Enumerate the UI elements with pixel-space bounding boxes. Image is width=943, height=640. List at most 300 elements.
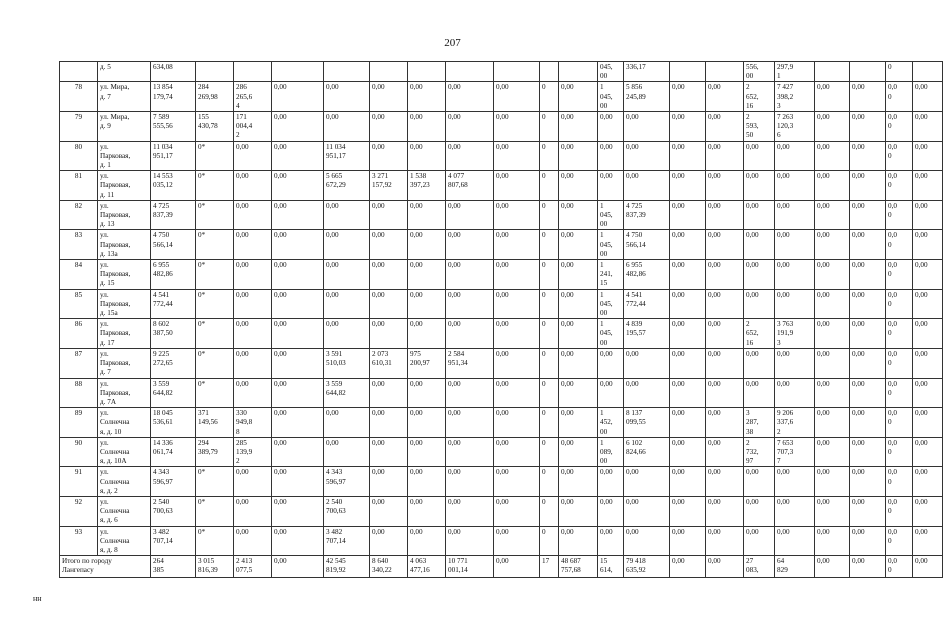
value-cell: 0,00: [775, 141, 815, 171]
total-label: Итого по городу Лангепасу: [60, 556, 151, 578]
value-cell: 0,00: [815, 348, 850, 378]
value-cell: 0,00: [913, 289, 943, 319]
value-cell: 0,00: [446, 141, 494, 171]
value-cell: 171 004,4 2: [234, 112, 272, 142]
value-cell: 0,00: [370, 200, 408, 230]
value-cell: 0,00: [494, 230, 540, 260]
address-cell: ул. Парковая, д. 11: [98, 171, 151, 201]
row-number-cell: 78: [60, 82, 98, 112]
value-cell: 297,9 1: [775, 62, 815, 82]
value-cell: 0,00: [234, 171, 272, 201]
value-cell: 0,00: [598, 496, 624, 526]
value-cell: 0,00: [408, 260, 446, 290]
value-cell: 0,00: [494, 141, 540, 171]
value-cell: 0,00: [324, 319, 370, 349]
value-cell: 0,00: [624, 348, 670, 378]
value-cell: 0,00: [370, 319, 408, 349]
value-cell: 0,00: [370, 408, 408, 438]
value-cell: 0,00: [744, 171, 775, 201]
value-cell: 0,00: [775, 260, 815, 290]
value-cell: 0,00: [494, 171, 540, 201]
capital-repair-table: [59, 61, 943, 578]
value-cell: 0,0 0: [886, 496, 913, 526]
value-cell: 0,00: [272, 230, 324, 260]
value-cell: 0,00: [408, 112, 446, 142]
value-cell: 0,00: [706, 171, 744, 201]
value-cell: 0,00: [913, 141, 943, 171]
address-cell: ул. Парковая, д. 13: [98, 200, 151, 230]
value-cell: 0: [540, 526, 559, 556]
table-row: [60, 62, 943, 82]
address-cell: ул. Солнечна я, д. 6: [98, 496, 151, 526]
value-cell: 0,00: [744, 467, 775, 497]
row-number-cell: 91: [60, 467, 98, 497]
value-cell: 0,00: [850, 141, 886, 171]
value-cell: 0: [540, 408, 559, 438]
value-cell: 336,17: [624, 62, 670, 82]
value-cell: 0,00: [706, 408, 744, 438]
value-cell: 0,00: [234, 348, 272, 378]
value-cell: 11 034 951,17: [151, 141, 196, 171]
row-number-cell: 79: [60, 112, 98, 142]
value-cell: 0,00: [234, 260, 272, 290]
value-cell: [370, 62, 408, 82]
value-cell: 0,00: [850, 408, 886, 438]
value-cell: 0,00: [850, 319, 886, 349]
value-cell: 6 955 482,86: [151, 260, 196, 290]
value-cell: 3 559 644,82: [151, 378, 196, 408]
value-cell: 0,00: [815, 437, 850, 467]
row-number-cell: 87: [60, 348, 98, 378]
value-cell: 0,00: [744, 496, 775, 526]
value-cell: 0: [886, 62, 913, 82]
value-cell: 0,00: [913, 467, 943, 497]
address-cell: ул. Парковая, д. 13а: [98, 230, 151, 260]
value-cell: 0*: [196, 230, 234, 260]
value-cell: 0,00: [670, 230, 706, 260]
value-cell: 0,00: [494, 378, 540, 408]
value-cell: 0: [540, 260, 559, 290]
value-cell: 0,00: [559, 260, 598, 290]
value-cell: 0*: [196, 496, 234, 526]
value-cell: 0,00: [706, 82, 744, 112]
value-cell: 0,00: [370, 230, 408, 260]
value-cell: 0,00: [272, 467, 324, 497]
value-cell: 0,00: [559, 467, 598, 497]
total-value-cell: 0,0 0: [886, 556, 913, 578]
value-cell: 0,00: [670, 467, 706, 497]
total-value-cell: 8 640 340,22: [370, 556, 408, 578]
value-cell: 0,00: [446, 526, 494, 556]
value-cell: 0,00: [559, 171, 598, 201]
table-row: [60, 496, 943, 526]
value-cell: 0*: [196, 141, 234, 171]
value-cell: 0,00: [670, 141, 706, 171]
value-cell: 0,00: [670, 348, 706, 378]
value-cell: 3 763 191,9 3: [775, 319, 815, 349]
value-cell: 0,00: [624, 526, 670, 556]
value-cell: 0,0 0: [886, 200, 913, 230]
value-cell: 0,00: [670, 200, 706, 230]
value-cell: 0,00: [370, 437, 408, 467]
value-cell: 0,00: [815, 112, 850, 142]
value-cell: 3 591 510,03: [324, 348, 370, 378]
value-cell: 0,00: [670, 526, 706, 556]
value-cell: 0,00: [850, 526, 886, 556]
value-cell: 0,00: [408, 82, 446, 112]
value-cell: 0,00: [744, 230, 775, 260]
address-cell: ул. Парковая, д. 1: [98, 141, 151, 171]
total-value-cell: 0,00: [850, 556, 886, 578]
value-cell: 0,00: [559, 200, 598, 230]
value-cell: 0,00: [850, 200, 886, 230]
table-row: [60, 200, 943, 230]
value-cell: 0,00: [670, 171, 706, 201]
value-cell: 0,00: [324, 112, 370, 142]
value-cell: 0,00: [815, 496, 850, 526]
value-cell: 371 149,56: [196, 408, 234, 438]
value-cell: 0,00: [706, 467, 744, 497]
value-cell: 0,00: [913, 408, 943, 438]
value-cell: 0,00: [706, 230, 744, 260]
value-cell: 0,00: [815, 141, 850, 171]
value-cell: 0,00: [494, 496, 540, 526]
value-cell: 0*: [196, 319, 234, 349]
total-value-cell: 4 063 477,16: [408, 556, 446, 578]
value-cell: 1 045, 00: [598, 230, 624, 260]
value-cell: 330 949,8 8: [234, 408, 272, 438]
value-cell: 2 652, 16: [744, 319, 775, 349]
value-cell: 0,00: [370, 496, 408, 526]
value-cell: 0,0 0: [886, 526, 913, 556]
value-cell: 18 045 536,61: [151, 408, 196, 438]
value-cell: 0,00: [234, 378, 272, 408]
value-cell: [850, 62, 886, 82]
value-cell: 0,00: [370, 141, 408, 171]
row-number-cell: 93: [60, 526, 98, 556]
value-cell: [706, 62, 744, 82]
value-cell: 0: [540, 467, 559, 497]
value-cell: 155 430,78: [196, 112, 234, 142]
value-cell: 6 102 824,66: [624, 437, 670, 467]
value-cell: 1 045, 00: [598, 319, 624, 349]
total-value-cell: 79 418 635,92: [624, 556, 670, 578]
value-cell: 634,08: [151, 62, 196, 82]
value-cell: 0: [540, 141, 559, 171]
value-cell: 9 225 272,65: [151, 348, 196, 378]
value-cell: 0,00: [706, 112, 744, 142]
value-cell: [815, 62, 850, 82]
table-row: [60, 319, 943, 349]
value-cell: 0,00: [408, 289, 446, 319]
value-cell: 0,00: [494, 348, 540, 378]
value-cell: 0,00: [408, 408, 446, 438]
value-cell: 0,00: [744, 200, 775, 230]
value-cell: 284 269,98: [196, 82, 234, 112]
total-value-cell: 0,00: [494, 556, 540, 578]
value-cell: 2 732, 97: [744, 437, 775, 467]
value-cell: 0,0 0: [886, 378, 913, 408]
value-cell: [272, 62, 324, 82]
value-cell: 0,00: [446, 378, 494, 408]
value-cell: 0,0 0: [886, 319, 913, 349]
value-cell: 0,00: [913, 171, 943, 201]
value-cell: 0,00: [850, 496, 886, 526]
value-cell: 0,0 0: [886, 348, 913, 378]
value-cell: 0,00: [272, 378, 324, 408]
value-cell: 0,00: [815, 82, 850, 112]
value-cell: 0,00: [598, 141, 624, 171]
value-cell: 7 653 707,3 7: [775, 437, 815, 467]
value-cell: 0,00: [670, 496, 706, 526]
table-row: [60, 348, 943, 378]
value-cell: 0,00: [913, 260, 943, 290]
total-value-cell: 0,00: [706, 556, 744, 578]
value-cell: 2 652, 16: [744, 82, 775, 112]
value-cell: 3 271 157,92: [370, 171, 408, 201]
value-cell: 0,00: [775, 200, 815, 230]
value-cell: 0: [540, 82, 559, 112]
row-number-cell: 84: [60, 260, 98, 290]
value-cell: 0,00: [272, 526, 324, 556]
value-cell: 0,00: [408, 496, 446, 526]
table-row: [60, 526, 943, 556]
address-cell: ул. Солнечна я, д. 8: [98, 526, 151, 556]
value-cell: 0,00: [598, 171, 624, 201]
table-row: [60, 378, 943, 408]
value-cell: 7 589 555,56: [151, 112, 196, 142]
value-cell: 285 139,9 2: [234, 437, 272, 467]
value-cell: 4 077 807,68: [446, 171, 494, 201]
value-cell: 0,00: [913, 348, 943, 378]
value-cell: 556, 00: [744, 62, 775, 82]
value-cell: 1 452, 00: [598, 408, 624, 438]
value-cell: 14 336 061,74: [151, 437, 196, 467]
value-cell: 4 750 566,14: [624, 230, 670, 260]
value-cell: 0,00: [670, 260, 706, 290]
table-row: [60, 289, 943, 319]
value-cell: 0,00: [775, 526, 815, 556]
address-cell: ул. Солнечна я, д. 10: [98, 408, 151, 438]
value-cell: 0,00: [370, 526, 408, 556]
value-cell: 0,00: [706, 200, 744, 230]
value-cell: 0,00: [272, 319, 324, 349]
value-cell: 0,00: [370, 260, 408, 290]
address-cell: д. 5: [98, 62, 151, 82]
value-cell: 0,00: [234, 526, 272, 556]
table-row: [60, 141, 943, 171]
value-cell: 0,00: [706, 319, 744, 349]
value-cell: 0,0 0: [886, 171, 913, 201]
value-cell: 1 045, 00: [598, 200, 624, 230]
value-cell: 0: [540, 496, 559, 526]
value-cell: 0,00: [598, 378, 624, 408]
table-row: [60, 260, 943, 290]
value-cell: 0,00: [559, 437, 598, 467]
value-cell: 0: [540, 112, 559, 142]
value-cell: 0,00: [272, 82, 324, 112]
total-value-cell: 27 083,: [744, 556, 775, 578]
value-cell: 4 750 566,14: [151, 230, 196, 260]
value-cell: 14 553 035,12: [151, 171, 196, 201]
value-cell: 0,00: [624, 496, 670, 526]
value-cell: 0,00: [670, 112, 706, 142]
address-cell: ул. Мира, д. 9: [98, 112, 151, 142]
value-cell: 0,00: [559, 348, 598, 378]
value-cell: 0,00: [706, 378, 744, 408]
value-cell: 7 263 120,3 6: [775, 112, 815, 142]
value-cell: 0,00: [272, 141, 324, 171]
value-cell: 0,00: [850, 112, 886, 142]
value-cell: 0,00: [408, 378, 446, 408]
table-body: [60, 62, 943, 578]
value-cell: 13 854 179,74: [151, 82, 196, 112]
value-cell: 0,00: [446, 496, 494, 526]
value-cell: 0,00: [494, 467, 540, 497]
value-cell: 0,00: [670, 408, 706, 438]
value-cell: 0,00: [815, 467, 850, 497]
total-value-cell: 17: [540, 556, 559, 578]
table-row: [60, 82, 943, 112]
value-cell: 0,00: [598, 467, 624, 497]
value-cell: 0: [540, 230, 559, 260]
value-cell: 0,00: [850, 467, 886, 497]
value-cell: 0,0 0: [886, 230, 913, 260]
value-cell: 3 482 707,14: [151, 526, 196, 556]
value-cell: 0,00: [598, 348, 624, 378]
address-cell: ул. Солнечна я, д. 10А: [98, 437, 151, 467]
value-cell: 0: [540, 437, 559, 467]
value-cell: 0,00: [850, 82, 886, 112]
value-cell: 0,00: [559, 408, 598, 438]
value-cell: 8 137 099,55: [624, 408, 670, 438]
value-cell: 0,00: [272, 496, 324, 526]
value-cell: 0,00: [446, 112, 494, 142]
value-cell: 0,00: [670, 319, 706, 349]
value-cell: 0,00: [913, 496, 943, 526]
value-cell: 0,00: [559, 230, 598, 260]
value-cell: 0,00: [494, 260, 540, 290]
value-cell: 2 540 700,63: [151, 496, 196, 526]
value-cell: 1 089, 00: [598, 437, 624, 467]
row-number-cell: 86: [60, 319, 98, 349]
value-cell: 0,00: [670, 82, 706, 112]
value-cell: 0,00: [815, 260, 850, 290]
value-cell: 0,00: [408, 437, 446, 467]
value-cell: 0,00: [850, 171, 886, 201]
value-cell: 0,00: [624, 378, 670, 408]
value-cell: 0,00: [408, 526, 446, 556]
value-cell: 0,00: [913, 200, 943, 230]
value-cell: 0,00: [559, 141, 598, 171]
value-cell: 0,00: [559, 289, 598, 319]
address-cell: ул. Парковая, д. 17: [98, 319, 151, 349]
value-cell: 0,00: [272, 437, 324, 467]
value-cell: 0,00: [370, 378, 408, 408]
total-value-cell: 0,00: [913, 556, 943, 578]
value-cell: 0*: [196, 260, 234, 290]
value-cell: 0,00: [324, 230, 370, 260]
value-cell: 0,00: [913, 112, 943, 142]
address-cell: ул. Мира, д. 7: [98, 82, 151, 112]
value-cell: 0,00: [494, 408, 540, 438]
value-cell: 0,00: [744, 289, 775, 319]
value-cell: [324, 62, 370, 82]
value-cell: 294 389,79: [196, 437, 234, 467]
value-cell: [540, 62, 559, 82]
value-cell: 0,00: [775, 348, 815, 378]
value-cell: [913, 62, 943, 82]
value-cell: 0,0 0: [886, 408, 913, 438]
table-row: [60, 171, 943, 201]
value-cell: 0,00: [744, 260, 775, 290]
value-cell: 0*: [196, 200, 234, 230]
value-cell: 0,0 0: [886, 82, 913, 112]
row-number-cell: 88: [60, 378, 98, 408]
value-cell: 0,00: [670, 437, 706, 467]
total-value-cell: 64 829: [775, 556, 815, 578]
value-cell: 0,00: [744, 141, 775, 171]
value-cell: 0,00: [775, 171, 815, 201]
value-cell: 0,00: [624, 141, 670, 171]
value-cell: 0,0 0: [886, 437, 913, 467]
value-cell: 3 287, 38: [744, 408, 775, 438]
value-cell: 8 602 387,50: [151, 319, 196, 349]
value-cell: 0,00: [324, 408, 370, 438]
value-cell: 0*: [196, 171, 234, 201]
value-cell: 975 200,97: [408, 348, 446, 378]
value-cell: 0,00: [815, 408, 850, 438]
value-cell: 0,00: [624, 112, 670, 142]
value-cell: 0,00: [775, 289, 815, 319]
value-cell: 0,00: [408, 200, 446, 230]
value-cell: 1 045, 00: [598, 289, 624, 319]
value-cell: 4 725 837,39: [151, 200, 196, 230]
table-row: [60, 437, 943, 467]
value-cell: 2 593, 50: [744, 112, 775, 142]
value-cell: 0*: [196, 526, 234, 556]
value-cell: 0: [540, 319, 559, 349]
value-cell: 045, 00: [598, 62, 624, 82]
value-cell: 2 584 951,34: [446, 348, 494, 378]
row-number-cell: 83: [60, 230, 98, 260]
table-row: [60, 467, 943, 497]
value-cell: 0: [540, 171, 559, 201]
value-cell: 0,00: [850, 289, 886, 319]
value-cell: 0,00: [706, 289, 744, 319]
total-value-cell: 264 385: [151, 556, 196, 578]
value-cell: 0,0 0: [886, 112, 913, 142]
value-cell: 0,00: [706, 437, 744, 467]
value-cell: 0,00: [775, 496, 815, 526]
row-number-cell: [60, 62, 98, 82]
value-cell: 0,0 0: [886, 260, 913, 290]
value-cell: 0,00: [446, 319, 494, 349]
value-cell: 0,00: [598, 526, 624, 556]
value-cell: 0,00: [408, 230, 446, 260]
value-cell: 0,00: [234, 289, 272, 319]
value-cell: 0,00: [670, 378, 706, 408]
total-value-cell: 0,00: [272, 556, 324, 578]
value-cell: 0,00: [850, 260, 886, 290]
value-cell: 0,00: [272, 200, 324, 230]
total-value-cell: 48 687 757,68: [559, 556, 598, 578]
address-cell: ул. Парковая, д. 7А: [98, 378, 151, 408]
value-cell: 0,00: [559, 526, 598, 556]
value-cell: 6 955 482,86: [624, 260, 670, 290]
value-cell: 0,00: [815, 526, 850, 556]
value-cell: 0,00: [913, 230, 943, 260]
